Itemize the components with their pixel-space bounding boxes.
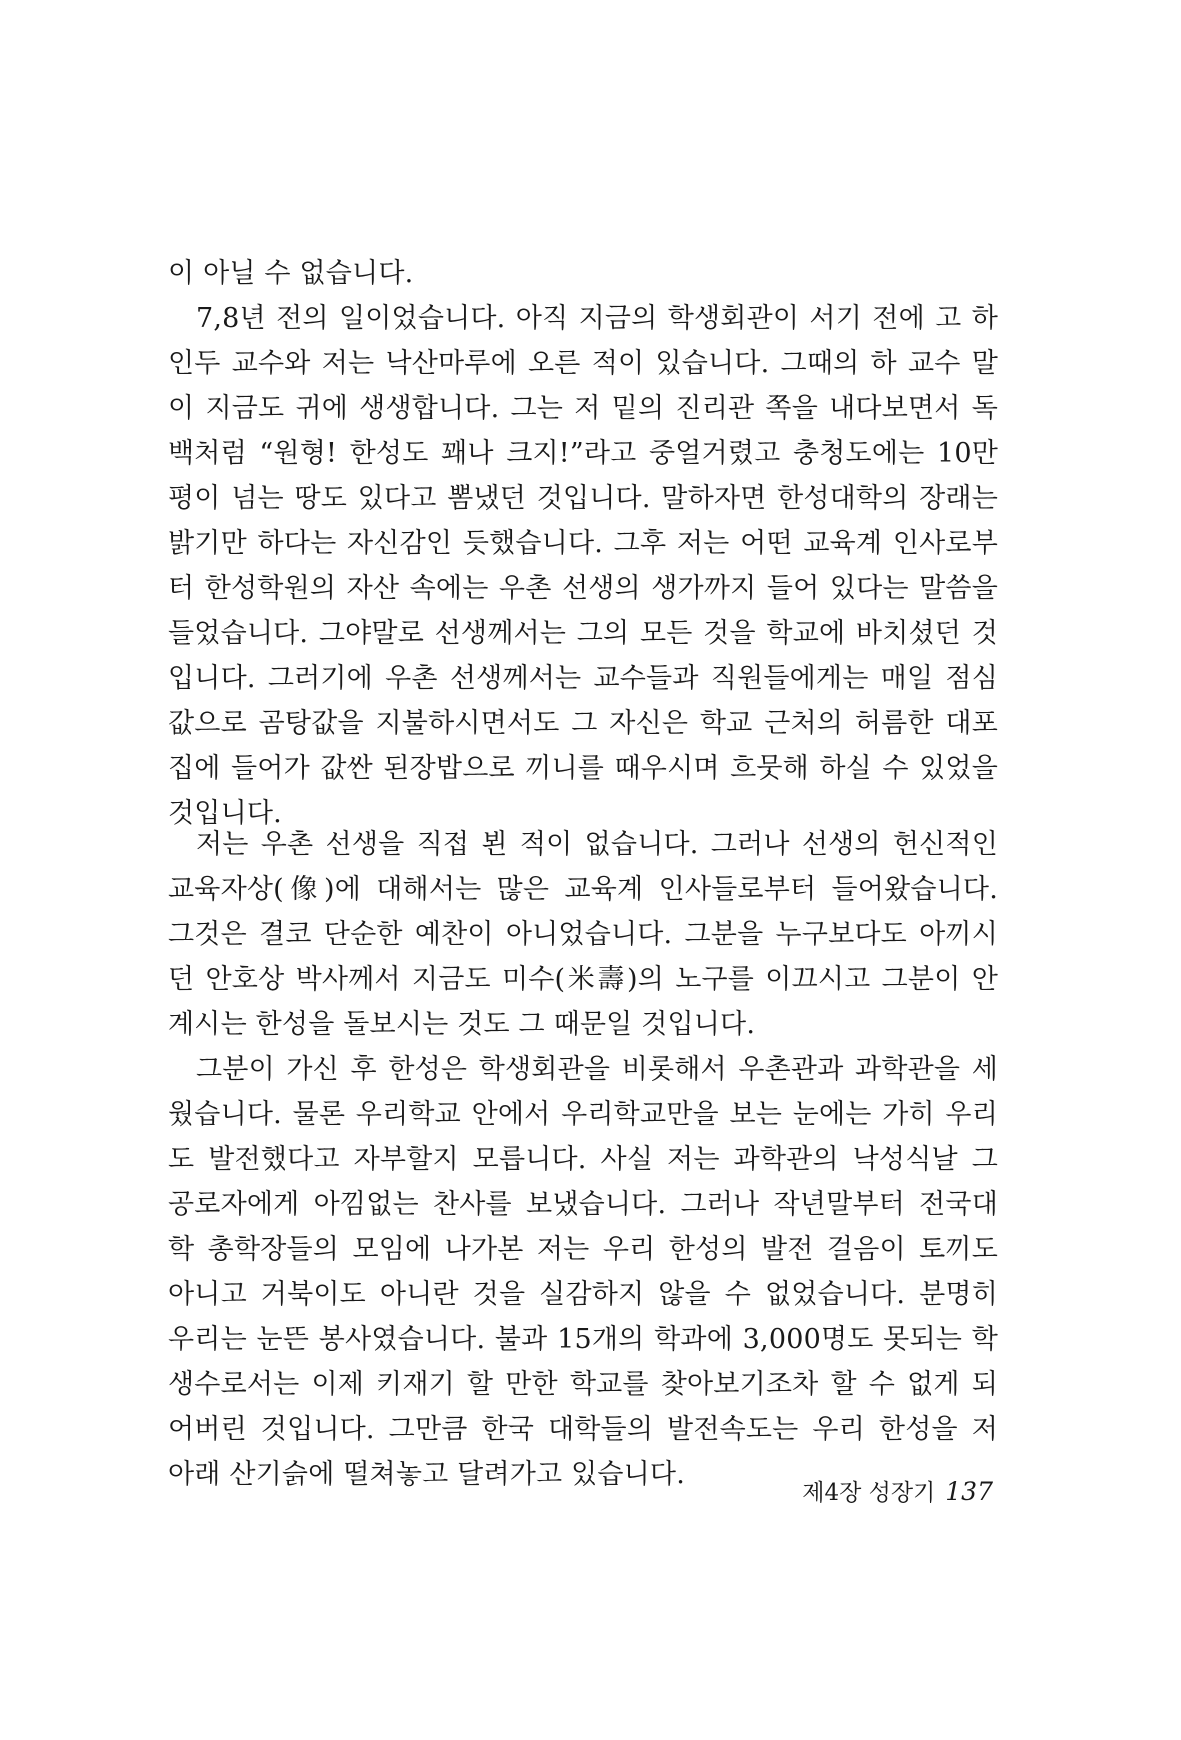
page-number: 137 — [945, 1477, 993, 1506]
text-line: 들었습니다. 그야말로 선생께서는 그의 모든 것을 학교에 바치셨던 것 — [168, 618, 998, 649]
text-line: 이 아닐 수 없습니다. — [168, 258, 414, 289]
chapter-title: 제4장 성장기 — [802, 1480, 936, 1506]
text-line: 입니다. 그러기에 우촌 선생께서는 교수들과 직원들에게는 매일 점심 — [168, 663, 998, 694]
text-line: 것입니다. — [168, 798, 282, 829]
text-line: 던 안호상 박사께서 지금도 미수(米壽)의 노구를 이끄시고 그분이 안 — [168, 964, 998, 995]
text-line: 백처럼 “원형! 한성도 꽤나 크지!”라고 중얼거렸고 충청도에는 10만 — [168, 438, 998, 469]
text-line: 밝기만 하다는 자신감인 듯했습니다. 그후 저는 어떤 교육계 인사로부 — [168, 528, 998, 559]
paragraph-block-2 — [168, 822, 998, 1497]
text-line: 집에 들어가 값싼 된장밥으로 끼니를 때우시며 흐뭇해 하실 수 있었을 — [168, 753, 998, 784]
text-line: 어버린 것입니다. 그만큼 한국 대학들의 발전속도는 우리 한성을 저 — [168, 1414, 998, 1445]
text-line: 값으로 곰탕값을 지불하시면서도 그 자신은 학교 근처의 허름한 대포 — [168, 708, 998, 739]
page-footer — [802, 1474, 993, 1507]
text-line: 7,8년 전의 일이었습니다. 아직 지금의 학생회관이 서기 전에 고 하 — [196, 303, 998, 334]
text-line: 저는 우촌 선생을 직접 뵌 적이 없습니다. 그러나 선생의 헌신적인 — [196, 829, 998, 860]
text-line: 교육자상(像)에 대해서는 많은 교육계 인사들로부터 들어왔습니다. — [168, 874, 998, 905]
paragraph-block-1 — [168, 251, 998, 836]
text-line: 계시는 한성을 돌보시는 것도 그 때문일 것입니다. — [168, 1009, 756, 1040]
text-line: 그분이 가신 후 한성은 학생회관을 비롯해서 우촌관과 과학관을 세 — [196, 1054, 998, 1085]
text-line: 아니고 거북이도 아니란 것을 실감하지 않을 수 없었습니다. 분명히 — [168, 1279, 998, 1310]
text-line: 인두 교수와 저는 낙산마루에 오른 적이 있습니다. 그때의 하 교수 말 — [168, 348, 998, 379]
text-line: 아래 산기슭에 떨쳐놓고 달려가고 있습니다. — [168, 1459, 685, 1490]
text-line: 학 총학장들의 모임에 나가본 저는 우리 한성의 발전 걸음이 토끼도 — [168, 1234, 998, 1265]
text-line: 웠습니다. 물론 우리학교 안에서 우리학교만을 보는 눈에는 가히 우리 — [168, 1099, 998, 1130]
text-line: 이 지금도 귀에 생생합니다. 그는 저 밑의 진리관 쪽을 내다보면서 독 — [168, 393, 998, 424]
text-line: 우리는 눈뜬 봉사였습니다. 불과 15개의 학과에 3,000명도 못되는 학 — [168, 1324, 998, 1355]
text-line: 그것은 결코 단순한 예찬이 아니었습니다. 그분을 누구보다도 아끼시 — [168, 919, 998, 950]
text-line: 터 한성학원의 자산 속에는 우촌 선생의 생가까지 들어 있다는 말씀을 — [168, 573, 998, 604]
text-line: 도 발전했다고 자부할지 모릅니다. 사실 저는 과학관의 낙성식날 그 — [168, 1144, 998, 1175]
text-line: 공로자에게 아낌없는 찬사를 보냈습니다. 그러나 작년말부터 전국대 — [168, 1189, 998, 1220]
text-line: 생수로서는 이제 키재기 할 만한 학교를 찾아보기조차 할 수 없게 되 — [168, 1369, 998, 1400]
text-line: 평이 넘는 땅도 있다고 뽐냈던 것입니다. 말하자면 한성대학의 장래는 — [168, 483, 998, 514]
